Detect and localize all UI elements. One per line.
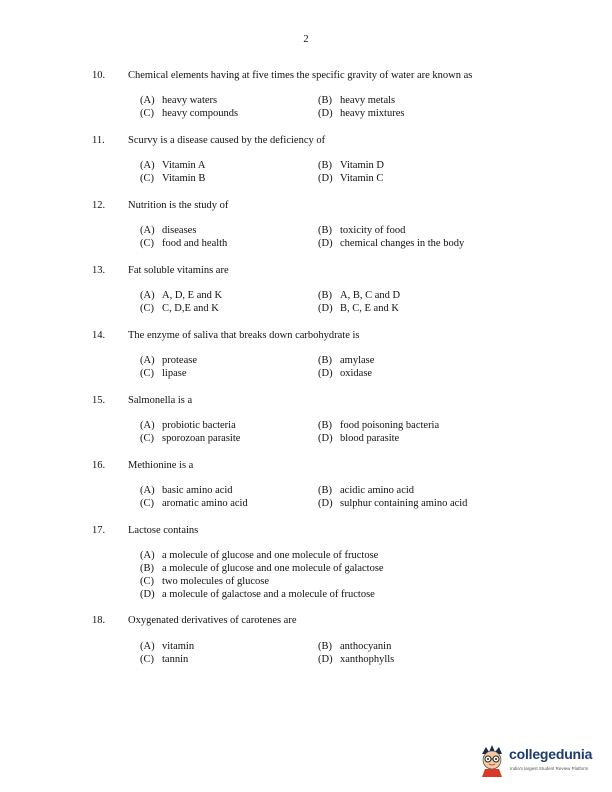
question-number: 13. — [92, 265, 106, 276]
question-text: The enzyme of saliva that breaks down carbohydrate is — [128, 330, 360, 341]
option-c: (C) food and health — [140, 238, 228, 249]
option-b: (B) a molecule of glucose and one molecule of galactose — [140, 563, 384, 574]
option-c: (C) sporozoan parasite — [140, 433, 241, 444]
option-b: (B) food poisoning bacteria — [318, 420, 440, 431]
question-number: 10. — [92, 70, 106, 81]
option-b: (B) Vitamin D — [318, 160, 384, 171]
option-a: (A) Vitamin A — [140, 160, 206, 171]
option-a: (A) A, D, E and K — [140, 290, 223, 301]
option-d: (D) Vitamin C — [318, 173, 384, 184]
question-number: 14. — [92, 330, 106, 341]
option-c: (C) heavy compounds — [140, 108, 239, 119]
option-b: (B) A, B, C and D — [318, 290, 401, 301]
collegedunia-logo — [476, 744, 606, 780]
option-c: (C) tannin — [140, 654, 189, 665]
option-c: (C) two molecules of glucose — [140, 576, 270, 587]
option-d: (D) blood parasite — [318, 433, 400, 444]
option-b: (B) heavy metals — [318, 95, 396, 106]
option-c: (C) aromatic amino acid — [140, 498, 248, 509]
option-a: (A) vitamin — [140, 641, 195, 652]
option-d: (D) a molecule of galactose and a molecule of fructose — [140, 589, 375, 600]
question-text: Nutrition is the study of — [128, 200, 229, 211]
question-number: 17. — [92, 525, 106, 536]
question-text: Scurvy is a disease caused by the deficiency of — [128, 135, 326, 146]
option-d: (D) chemical changes in the body — [318, 238, 465, 249]
option-a: (A) basic amino acid — [140, 485, 233, 496]
option-a: (A) heavy waters — [140, 95, 218, 106]
logo-tagline: India's largest Student Review Platform — [510, 766, 589, 771]
option-d: (D) oxidase — [318, 368, 373, 379]
option-b: (B) anthocyanin — [318, 641, 392, 652]
option-b: (B) amylase — [318, 355, 375, 366]
option-a: (A) protease — [140, 355, 197, 366]
question-number: 12. — [92, 200, 106, 211]
option-a: (A) a molecule of glucose and one molecule of fructose — [140, 550, 379, 561]
question-text: Methionine is a — [128, 460, 194, 471]
logo-wordmark: collegedunia — [509, 746, 593, 762]
option-a: (A) diseases — [140, 225, 197, 236]
option-b: (B) acidic amino acid — [318, 485, 415, 496]
option-d: (D) xanthophylls — [318, 654, 395, 665]
option-c: (C) lipase — [140, 368, 187, 379]
option-d: (D) heavy mixtures — [318, 108, 405, 119]
option-c: (C) C, D,E and K — [140, 303, 219, 314]
question-number: 18. — [92, 615, 106, 626]
question-number: 11. — [92, 135, 105, 146]
question-text: Oxygenated derivatives of carotenes are — [128, 615, 297, 626]
question-text: Lactose contains — [128, 525, 199, 536]
option-b: (B) toxicity of food — [318, 225, 406, 236]
page-number: 2 — [303, 34, 309, 45]
option-d: (D) B, C, E and K — [318, 303, 399, 314]
option-d: (D) sulphur containing amino acid — [318, 498, 468, 509]
question-number: 15. — [92, 395, 106, 406]
question-text: Fat soluble vitamins are — [128, 265, 229, 276]
mascot-icon — [476, 744, 508, 778]
question-number: 16. — [92, 460, 106, 471]
question-text: Chemical elements having at five times the specific gravity of water are known as — [128, 70, 473, 81]
option-a: (A) probiotic bacteria — [140, 420, 236, 431]
question-text: Salmonella is a — [128, 395, 193, 406]
option-c: (C) Vitamin B — [140, 173, 206, 184]
